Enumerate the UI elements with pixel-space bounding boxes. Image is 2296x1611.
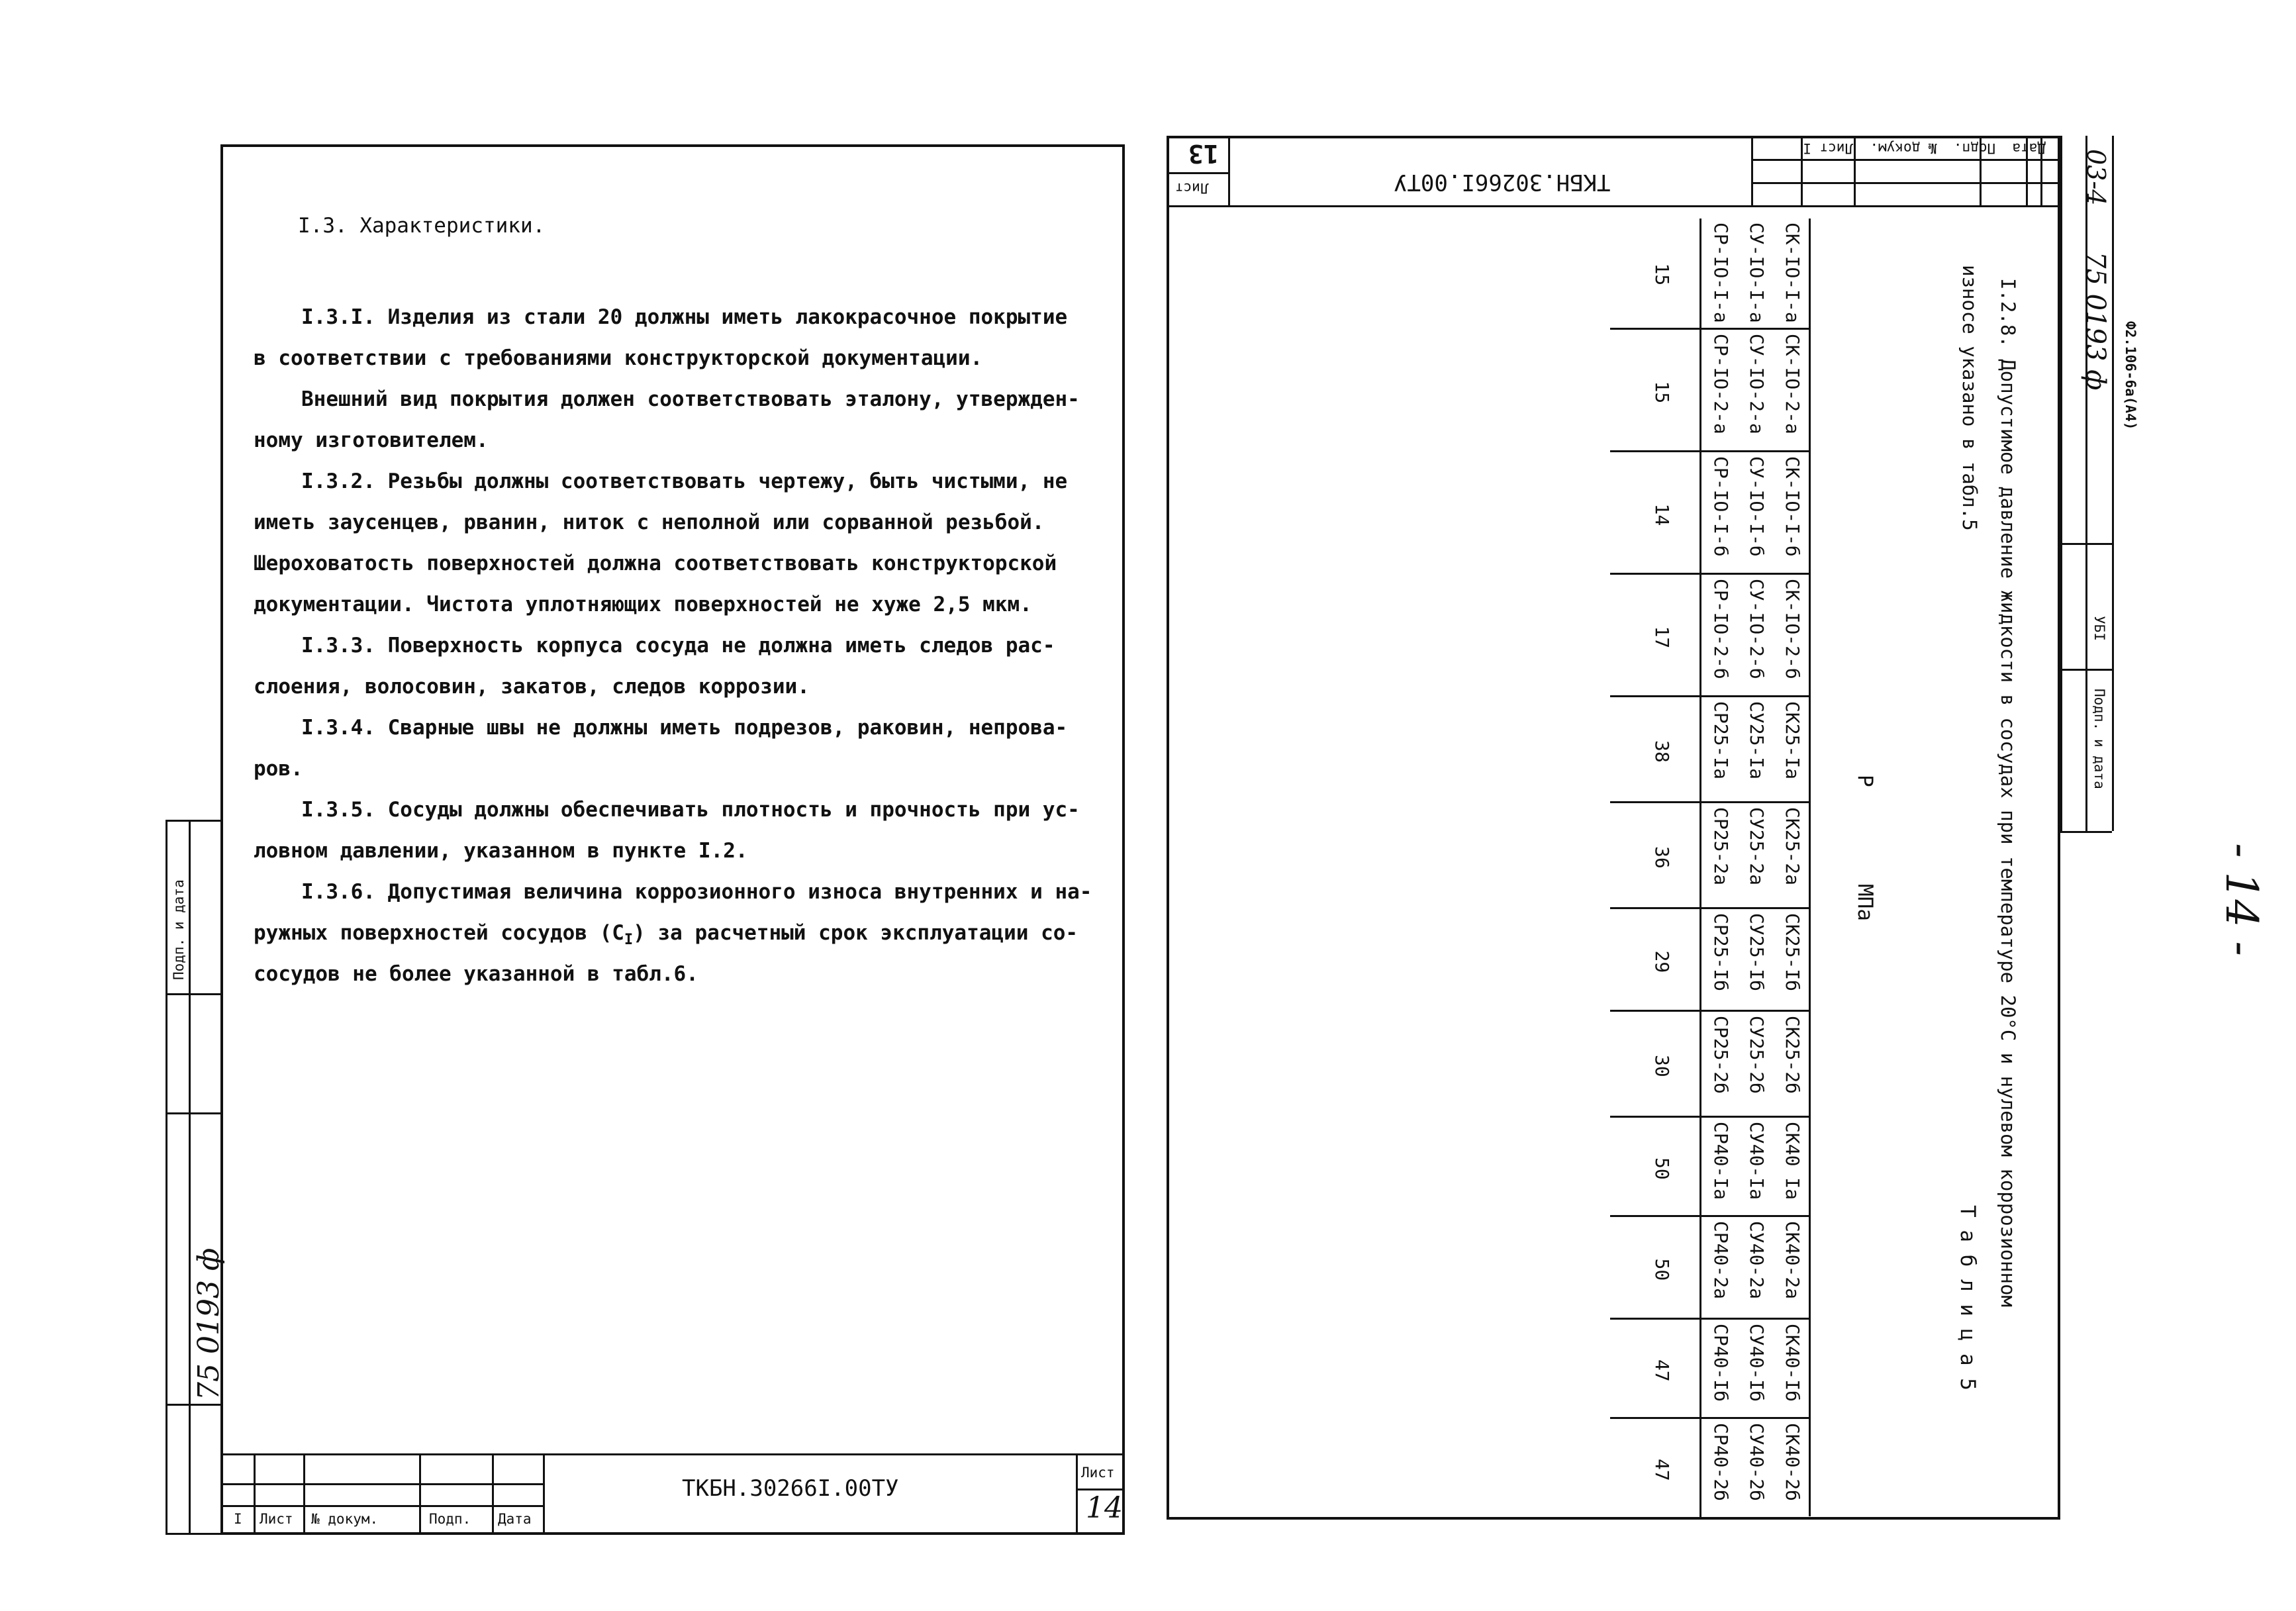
right-doc-code: ТКБН.30266I.00ТУ (1394, 169, 1611, 195)
pressure-value: 50 (1651, 1258, 1673, 1281)
paragraph-line: ному изготовителем. (254, 428, 489, 452)
designation-sr: СР25-2а (1710, 807, 1732, 886)
pressure-value: 36 (1651, 846, 1673, 869)
designation-su: СУ25-2а (1746, 807, 1768, 886)
designation-su: СУ25-Iа (1746, 701, 1768, 780)
table-column (1610, 450, 1809, 575)
designation-sk: СК40-Iб (1782, 1324, 1803, 1402)
designation-su: СУ40-Iа (1746, 1122, 1768, 1200)
paragraph-line: ружных поверхностей сосудов $(C_I)$ за расчетный срок эксплуатации со- (254, 921, 1078, 949)
designation-sr: СР40-Iб (1710, 1324, 1732, 1402)
right-stamp-header: Дата Подп. № докум. Лист I (1803, 140, 2046, 156)
doc-code: ТКБН.30266I.00ТУ (682, 1475, 899, 1502)
table-column (1610, 1010, 1809, 1118)
left-side-handwritten: 75 0193 ф (192, 1247, 226, 1400)
sheet-number: 14 (1086, 1491, 1123, 1525)
designation-su: СУ40-Iб (1746, 1324, 1768, 1402)
paragraph-line: I.3.I. Изделия из стали 20 должны иметь лакокрасочное покрытие (301, 305, 1068, 329)
designation-sk: СК-IO-I-б (1782, 456, 1803, 557)
stamp-col-i: I (234, 1511, 242, 1527)
table-column (1610, 219, 1809, 328)
designation-sk: СК40-2б (1782, 1423, 1803, 1502)
designation-sk: СК40 Iа (1782, 1122, 1803, 1200)
designation-sr: СР25-Iб (1710, 913, 1732, 992)
designation-sk: СК25-2а (1782, 807, 1803, 886)
pressure-value: 47 (1651, 1359, 1673, 1382)
right-side-code: 03-4 (2081, 149, 2111, 206)
designation-sr: СР-IO-I-б (1710, 456, 1732, 557)
table-column (1610, 328, 1809, 452)
table-column (1610, 801, 1809, 909)
pressure-value: 15 (1651, 381, 1673, 404)
designation-su: СУ40-2б (1746, 1423, 1768, 1502)
pressure-value: 14 (1651, 503, 1673, 526)
right-sheet-label: Лист (1175, 180, 1209, 196)
paragraph-line: иметь заусенцев, рванин, ниток с неполной или сорванной резьбой. (254, 511, 1045, 534)
table-intro-line-2: износе указано в табл.5 (1958, 265, 1981, 531)
paragraph-line: сосудов не более указанной в табл.6. (254, 962, 698, 986)
section-title: I.3. Характеристики. (298, 214, 546, 238)
designation-sk: СК40-2а (1782, 1221, 1803, 1300)
paragraph-line: Шероховатость поверхностей должна соответствовать конструкторской (254, 552, 1057, 575)
designation-su: СУ40-2а (1746, 1221, 1768, 1300)
table-column (1610, 907, 1809, 1012)
right-side-handwritten: 75 0193 ф (2080, 252, 2111, 391)
pressure-value: 47 (1651, 1459, 1673, 1481)
pressure-unit: МПа (1853, 884, 1877, 921)
designation-su: СУ-IO-2-а (1746, 334, 1768, 434)
stamp-col-sheet: Лист (260, 1511, 293, 1527)
designation-sk: СК25-Iа (1782, 701, 1803, 780)
table-column (1610, 1215, 1809, 1320)
paragraph-line: I.3.5. Сосуды должны обеспечивать плотность и прочность при ус- (301, 798, 1080, 822)
paragraph-line: ловном давлении, указанном в пункте I.2. (254, 839, 748, 863)
paragraph-line: I.3.3. Поверхность корпуса сосуда не должна иметь следов рас- (301, 634, 1055, 658)
paragraph-line: I.3.2. Резьбы должны соответствовать чертежу, быть чистыми, не (301, 469, 1068, 493)
designation-sk: СК25-Iб (1782, 913, 1803, 992)
paragraph-line: слоения, волосовин, закатов, следов коррозии. (254, 675, 810, 699)
designation-sk: СК25-2б (1782, 1016, 1803, 1095)
stamp-col-date: Дата (498, 1511, 532, 1527)
right-side-label-ubi: УБI (2091, 616, 2107, 641)
designation-sr: СР-IO-2-а (1710, 334, 1732, 434)
designation-sr: СР-IO-I-а (1710, 222, 1732, 323)
pressure-value: 38 (1651, 740, 1673, 763)
designation-su: СУ25-2б (1746, 1016, 1768, 1095)
table-column (1610, 695, 1809, 803)
designation-sr: СР40-2а (1710, 1221, 1732, 1300)
designation-sk: СК-IO-2-а (1782, 334, 1803, 434)
right-body (1649, 222, 2019, 1556)
left-side-label: Подп. и дата (171, 879, 187, 980)
sheet-label: Лист (1081, 1465, 1115, 1481)
table-intro-line-1: I.2.8. Допустимое давление жидкости в сосудах при температуре 20°С и нулевом коррозионном (1997, 278, 2019, 1307)
designation-su: СУ-IO-I-а (1746, 222, 1768, 323)
paragraph-line: I.3.6. Допустимая величина коррозионного износа внутренних и на- (301, 880, 1092, 904)
pressure-symbol: P (1853, 775, 1877, 787)
page-number: - 14 - (2215, 843, 2267, 956)
pressure-value: 50 (1651, 1157, 1673, 1180)
left-side-border (166, 820, 167, 1535)
table-column (1610, 1417, 1809, 1518)
right-sheet-number: 13 (1188, 139, 1219, 168)
pressure-value: 17 (1651, 626, 1673, 649)
table-column (1610, 1318, 1809, 1419)
designation-sr: СР25-Iа (1710, 701, 1732, 780)
paragraph-line: ров. (254, 757, 303, 781)
right-corner-form: Ф2.106-6а(А4) (2123, 321, 2138, 430)
designation-sr: СР-IO-2-б (1710, 579, 1732, 679)
pressure-table (1617, 219, 1809, 1516)
table-column (1610, 573, 1809, 697)
designation-su: СУ-IO-2-б (1746, 579, 1768, 679)
designation-sk: СК-IO-I-а (1782, 222, 1803, 323)
table-caption: Т а б л и ц а 5 (1956, 1205, 1980, 1391)
table-column (1610, 1116, 1809, 1217)
designation-sr: СР40-Iа (1710, 1122, 1732, 1200)
right-side-label-sign: Подп. и дата (2091, 689, 2107, 789)
designation-sr: СР40-2б (1710, 1423, 1732, 1502)
stamp-col-doc: № докум. (311, 1511, 379, 1527)
paragraph-line: документации. Чистота уплотняющих поверхностей не хуже 2,5 мкм. (254, 593, 1032, 616)
designation-sk: СК-IO-2-б (1782, 579, 1803, 679)
pressure-value: 30 (1651, 1055, 1673, 1077)
designation-sr: СР25-2б (1710, 1016, 1732, 1095)
designation-su: СУ-IO-I-б (1746, 456, 1768, 557)
designation-su: СУ25-Iб (1746, 913, 1768, 992)
paragraph-line: I.3.4. Сварные швы не должны иметь подрезов, раковин, непрова- (301, 716, 1068, 740)
paragraph-line: в соответствии с требованиями конструкторской документации. (254, 346, 983, 370)
paragraph-line: Внешний вид покрытия должен соответствовать эталону, утвержден- (301, 387, 1080, 411)
pressure-value: 29 (1651, 950, 1673, 973)
stamp-col-sign: Подп. (429, 1511, 471, 1527)
pressure-value: 15 (1651, 263, 1673, 286)
